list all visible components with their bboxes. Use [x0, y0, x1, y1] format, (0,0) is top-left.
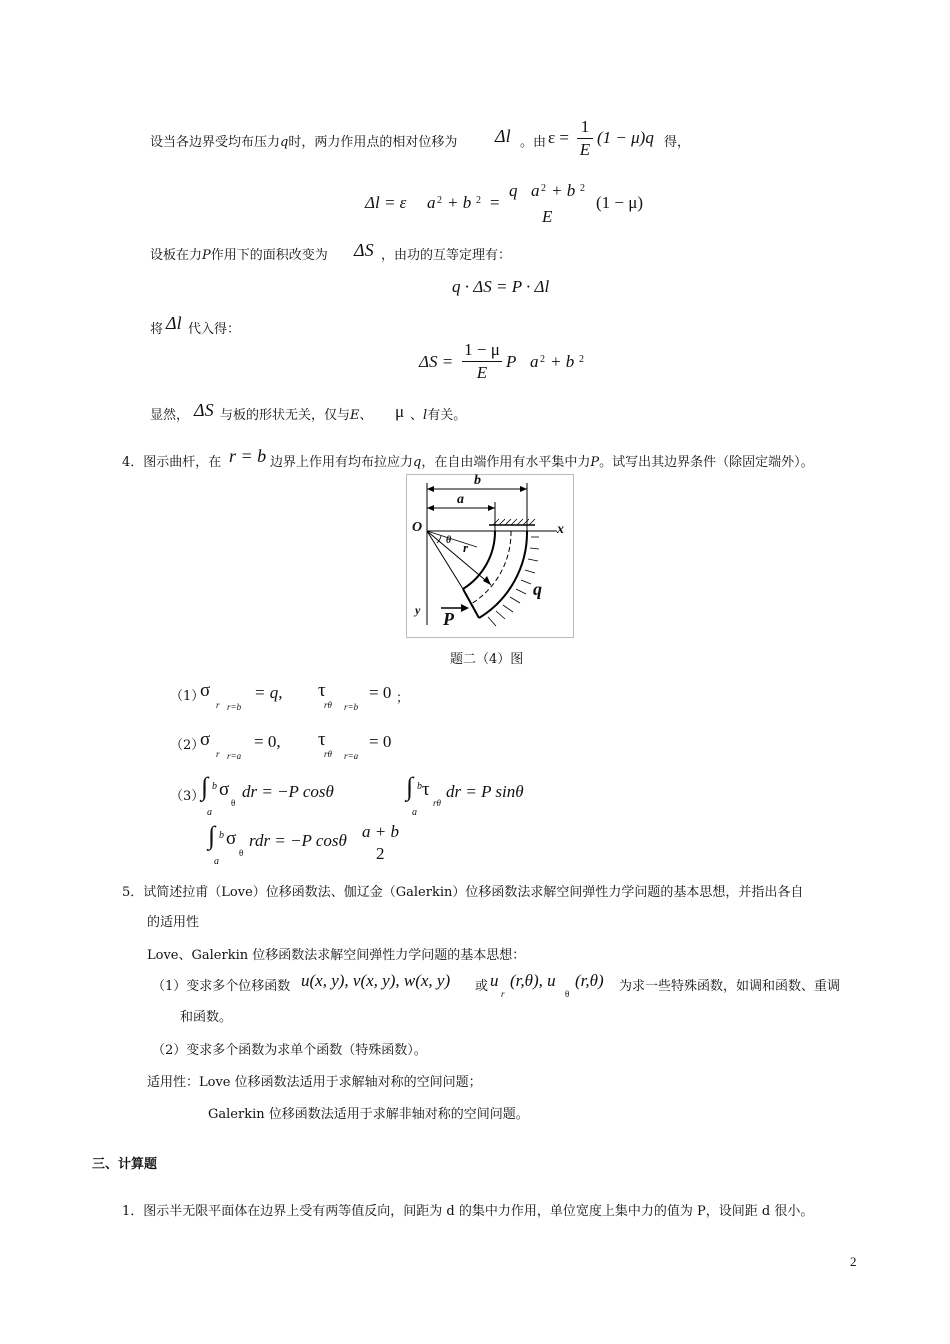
subscript: r: [501, 989, 505, 999]
curved-bar-figure: [406, 474, 574, 638]
label-y-axis: y: [415, 603, 421, 617]
answer-item: 或: [475, 979, 489, 994]
text-line: 设板在力P作用下的面积改变为: [150, 248, 328, 263]
text-line: 代入得：: [188, 322, 241, 337]
equation: q: [509, 181, 518, 200]
sigma: σ: [200, 729, 211, 750]
equation: q · ΔS = P · Δl: [452, 277, 550, 296]
bc-item: （2）: [170, 738, 205, 753]
bc-item: （3）: [170, 789, 205, 804]
label-theta: θ: [446, 535, 452, 546]
equation: = 0,: [254, 732, 281, 751]
subscript: r=a: [344, 751, 359, 761]
punctuation: ；: [396, 691, 410, 706]
integral-lower: a: [214, 856, 219, 867]
equation: (r,θ): [575, 971, 604, 990]
integral-sign: ∫: [201, 772, 209, 801]
answer-text: Love、Galerkin 位移函数法求解空间弹性力学问题的基本思想：: [147, 948, 526, 963]
tau: τ: [318, 680, 326, 701]
answer-item: 和函数。: [180, 1010, 233, 1025]
math-mu: μ: [395, 402, 405, 421]
equation: + b: [551, 181, 576, 200]
superscript: 2: [540, 354, 545, 365]
question-5: 5．试简述拉甫（Love）位移函数法、伽辽金（Galerkin）位移函数法求解空间弹性力学问题的基本思想，并指出各自: [122, 885, 804, 900]
equation: (r,θ), u: [510, 971, 556, 990]
text-line: 将: [150, 322, 164, 337]
equation: dr = P sinθ: [446, 782, 524, 801]
equation: P: [506, 352, 517, 371]
equation: = 0: [369, 732, 392, 751]
label-q: q: [533, 579, 542, 599]
text-line: ，由功的互等定理有：: [381, 248, 512, 263]
answer-item: 为求一些特殊函数，如调和函数、重调: [619, 979, 841, 994]
equation: u(x, y), v(x, y), w(x, y): [301, 971, 451, 990]
fraction-numerator: a + b: [362, 822, 399, 841]
integral-upper: b: [417, 781, 422, 792]
answer-text: 适用性：Love 位移函数法适用于求解轴对称的空间问题；: [147, 1075, 482, 1090]
answer-item: （1）变求多个位移函数: [152, 979, 291, 994]
question-4: 边界上作用有均布拉应力q，在自由端作用有水平集中力P。试写出其边界条件（除固定端外）。: [270, 455, 814, 470]
equation: (1 − μ): [596, 193, 644, 212]
superscript: 2: [437, 195, 442, 206]
equation: =: [490, 193, 500, 212]
subscript: θ: [231, 798, 236, 808]
subscript: r=a: [227, 751, 242, 761]
text-line: 设当各边界受均布压力q时，两力作用点的相对位移为: [150, 135, 458, 150]
text-line: 、l有关。: [410, 408, 467, 423]
answer-text: Galerkin 位移函数法适用于求解非轴对称的空间问题。: [208, 1107, 529, 1122]
math-expr: (1 − μ)q: [597, 128, 654, 147]
question-4: 4．图示曲杆，在: [122, 455, 222, 470]
text-line: 显然，: [150, 408, 190, 423]
fraction: 1 E: [577, 117, 593, 160]
math-delta-l: Δl: [166, 313, 182, 333]
text-line: 与板的形状无关，仅与E、: [220, 408, 373, 423]
equation: + b: [550, 352, 575, 371]
text-line: 。由: [520, 135, 547, 150]
superscript: 2: [541, 183, 546, 194]
subscript: θ: [565, 989, 570, 999]
integral-upper: b: [212, 781, 217, 792]
equation: a: [530, 352, 539, 371]
math-r-b: r = b: [229, 446, 267, 466]
figure-caption: 题二（4）图: [450, 652, 524, 667]
equation: dr = −P cosθ: [242, 782, 334, 801]
equation: Δl = ε: [365, 193, 407, 212]
label-b: b: [474, 473, 481, 488]
label-P: P: [443, 609, 454, 629]
equation: E: [542, 207, 553, 226]
subscript: rθ: [324, 700, 332, 710]
integral-lower: a: [207, 807, 212, 818]
sigma: σ: [226, 828, 237, 849]
integral-sign: ∫: [406, 772, 414, 801]
question-5: 的适用性: [147, 915, 200, 930]
math-delta-s: ΔS: [354, 240, 374, 260]
superscript: 2: [476, 195, 481, 206]
math-delta-s: ΔS: [194, 400, 214, 420]
fraction: 1 − μ E: [462, 340, 502, 383]
math-eps: ε =: [548, 128, 569, 147]
text-line: 得，: [664, 135, 691, 150]
sigma: σ: [219, 779, 230, 800]
equation: a: [531, 181, 540, 200]
label-a: a: [457, 492, 464, 507]
bc-item: （1）: [170, 689, 205, 704]
integral-sign: ∫: [208, 821, 216, 850]
tau: τ: [318, 729, 326, 750]
page-number: 2: [850, 1254, 857, 1269]
subscript: rθ: [324, 749, 332, 759]
equation: = q,: [254, 683, 283, 702]
subscript: r: [216, 700, 220, 710]
equation: rdr = −P cosθ: [249, 831, 347, 850]
equation: + b: [447, 193, 472, 212]
answer-item: （2）变求多个函数为求单个函数（特殊函数）。: [152, 1043, 427, 1058]
sigma: σ: [200, 680, 211, 701]
subscript: r: [216, 749, 220, 759]
section-heading: 三、计算题: [92, 1157, 158, 1172]
tau: τ: [422, 779, 430, 800]
calc-question-1: 1．图示半无限平面体在边界上受有两等值反向，间距为 d 的集中力作用，单位宽度上集中力的值为 P，设间距 d 很小。: [122, 1204, 814, 1219]
label-r: r: [463, 540, 469, 555]
fraction-denominator: 2: [376, 844, 385, 863]
superscript: 2: [579, 354, 584, 365]
label-x-axis: x: [557, 522, 564, 537]
equation: u: [490, 971, 499, 990]
equation: ΔS =: [419, 352, 454, 371]
equation: = 0: [369, 683, 392, 702]
subscript: θ: [239, 848, 244, 858]
subscript: r=b: [344, 702, 359, 712]
integral-lower: a: [412, 807, 417, 818]
integral-upper: b: [219, 830, 224, 841]
subscript: rθ: [433, 798, 441, 808]
equation: a: [427, 193, 436, 212]
math-delta-l: Δl: [495, 126, 511, 146]
subscript: r=b: [227, 702, 242, 712]
superscript: 2: [580, 183, 585, 194]
label-origin: O: [412, 520, 423, 535]
